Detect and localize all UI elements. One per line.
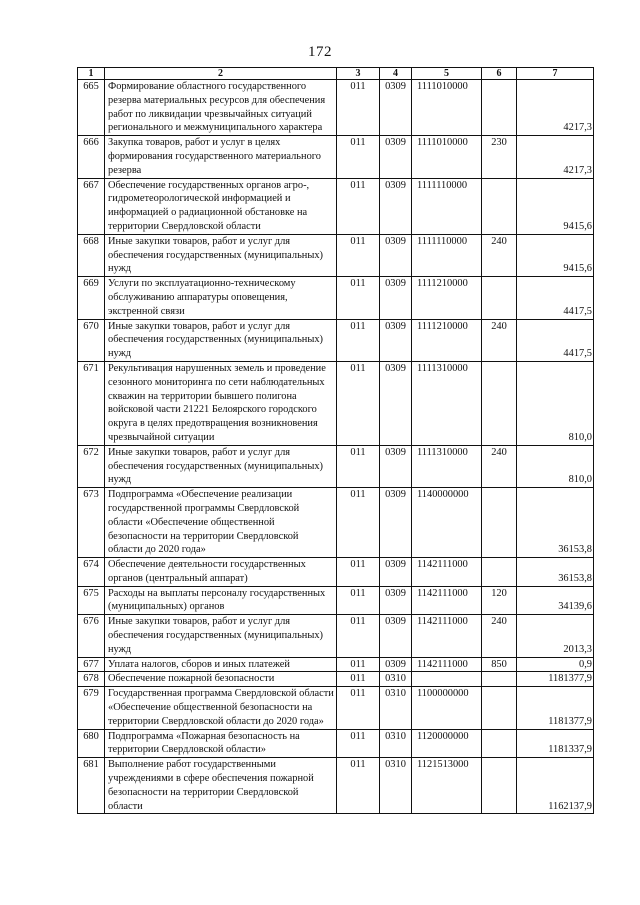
expense-type-code: 240 (482, 319, 517, 361)
amount: 4417,5 (517, 277, 594, 319)
section-code: 0309 (380, 277, 412, 319)
row-number: 678 (78, 672, 105, 687)
row-number: 677 (78, 657, 105, 672)
expense-name: Рекультивация нарушенных земель и проведение сезонного мониторинга по сети наблюдательных скважин на территории бывшего полигона войсковой части 21221 Белоярского городского округа в целях предотвращения возникновения чрезвычайной ситуации (105, 361, 337, 445)
row-number: 667 (78, 178, 105, 234)
row-number: 669 (78, 277, 105, 319)
ministry-code: 011 (337, 445, 380, 487)
expense-type-code: 230 (482, 136, 517, 178)
expense-name: Иные закупки товаров, работ и услуг для обеспечения государственных (муниципальных) нужд (105, 234, 337, 276)
row-number: 672 (78, 445, 105, 487)
amount: 2013,3 (517, 615, 594, 657)
ministry-code: 011 (337, 80, 380, 136)
target-article-code: 1120000000 (412, 729, 482, 758)
section-code: 0309 (380, 234, 412, 276)
table-row (78, 80, 594, 136)
expense-type-code (482, 80, 517, 136)
row-number: 671 (78, 361, 105, 445)
amount: 9415,6 (517, 234, 594, 276)
row-number: 670 (78, 319, 105, 361)
expense-type-code: 240 (482, 615, 517, 657)
table-row (78, 758, 594, 814)
amount: 36153,8 (517, 488, 594, 558)
row-number: 681 (78, 758, 105, 814)
table-row (78, 178, 594, 234)
target-article-code: 1111210000 (412, 277, 482, 319)
expense-name: Обеспечение пожарной безопасности (105, 672, 337, 687)
expense-type-code (482, 758, 517, 814)
header-col-2: 2 (105, 68, 337, 80)
section-code: 0309 (380, 558, 412, 587)
table-row (78, 277, 594, 319)
header-col-7: 7 (517, 68, 594, 80)
target-article-code: 1111110000 (412, 234, 482, 276)
ministry-code: 011 (337, 657, 380, 672)
expense-type-code (482, 729, 517, 758)
expense-type-code (482, 277, 517, 319)
target-article-code: 1121513000 (412, 758, 482, 814)
ministry-code: 011 (337, 558, 380, 587)
target-article-code: 1111210000 (412, 319, 482, 361)
expense-name: Услуги по эксплуатационно-техническому обслуживанию аппаратуры оповещения, экстренной связи (105, 277, 337, 319)
amount: 0,9 (517, 657, 594, 672)
ministry-code: 011 (337, 758, 380, 814)
row-number: 668 (78, 234, 105, 276)
row-number: 679 (78, 687, 105, 729)
target-article-code: 1111010000 (412, 80, 482, 136)
section-code: 0309 (380, 361, 412, 445)
table-row (78, 586, 594, 615)
header-col-4: 4 (380, 68, 412, 80)
ministry-code: 011 (337, 277, 380, 319)
section-code: 0310 (380, 758, 412, 814)
amount: 810,0 (517, 361, 594, 445)
section-code: 0309 (380, 615, 412, 657)
row-number: 680 (78, 729, 105, 758)
expense-type-code (482, 672, 517, 687)
ministry-code: 011 (337, 319, 380, 361)
expense-name: Иные закупки товаров, работ и услуг для обеспечения государственных (муниципальных) нужд (105, 615, 337, 657)
header-col-3: 3 (337, 68, 380, 80)
expense-type-code (482, 488, 517, 558)
ministry-code: 011 (337, 136, 380, 178)
expense-type-code (482, 178, 517, 234)
target-article-code: 1111310000 (412, 445, 482, 487)
expense-type-code (482, 687, 517, 729)
expense-name: Расходы на выплаты персоналу государственных (муниципальных) органов (105, 586, 337, 615)
amount: 4217,3 (517, 136, 594, 178)
section-code: 0310 (380, 729, 412, 758)
row-number: 673 (78, 488, 105, 558)
section-code: 0309 (380, 488, 412, 558)
table-header-row (78, 68, 594, 80)
table-row (78, 558, 594, 587)
target-article-code: 1111010000 (412, 136, 482, 178)
ministry-code: 011 (337, 488, 380, 558)
amount: 810,0 (517, 445, 594, 487)
ministry-code: 011 (337, 234, 380, 276)
expense-name: Подпрограмма «Обеспечение реализации государственной программы Свердловской области «Обеспечение общественной безопасности на территории Свердловской области до 2020 года» (105, 488, 337, 558)
expense-type-code: 240 (482, 445, 517, 487)
budget-table (77, 67, 594, 814)
row-number: 675 (78, 586, 105, 615)
ministry-code: 011 (337, 615, 380, 657)
amount: 1181377,9 (517, 672, 594, 687)
table-row (78, 136, 594, 178)
target-article-code: 1142111000 (412, 586, 482, 615)
table-row (78, 234, 594, 276)
target-article-code: 1100000000 (412, 687, 482, 729)
section-code: 0309 (380, 319, 412, 361)
amount: 4217,3 (517, 80, 594, 136)
table-row (78, 657, 594, 672)
expense-name: Формирование областного государственного резерва материальных ресурсов для обеспечения работ по ликвидации чрезвычайных ситуаций регионального и межмуниципального характера (105, 80, 337, 136)
amount: 1162137,9 (517, 758, 594, 814)
row-number: 676 (78, 615, 105, 657)
section-code: 0310 (380, 687, 412, 729)
ministry-code: 011 (337, 729, 380, 758)
expense-name: Подпрограмма «Пожарная безопасность на территории Свердловской области» (105, 729, 337, 758)
expense-name: Уплата налогов, сборов и иных платежей (105, 657, 337, 672)
amount: 4417,5 (517, 319, 594, 361)
section-code: 0309 (380, 178, 412, 234)
page-number: 172 (308, 44, 332, 60)
target-article-code: 1140000000 (412, 488, 482, 558)
amount: 36153,8 (517, 558, 594, 587)
target-article-code: 1142111000 (412, 615, 482, 657)
target-article-code: 1142111000 (412, 558, 482, 587)
expense-name: Иные закупки товаров, работ и услуг для обеспечения государственных (муниципальных) нужд (105, 319, 337, 361)
row-number: 665 (78, 80, 105, 136)
amount: 9415,6 (517, 178, 594, 234)
amount: 34139,6 (517, 586, 594, 615)
ministry-code: 011 (337, 672, 380, 687)
target-article-code: 1142111000 (412, 657, 482, 672)
section-code: 0309 (380, 445, 412, 487)
section-code: 0309 (380, 136, 412, 178)
table-row (78, 361, 594, 445)
ministry-code: 011 (337, 687, 380, 729)
table-row (78, 615, 594, 657)
section-code: 0309 (380, 80, 412, 136)
ministry-code: 011 (337, 586, 380, 615)
expense-name: Обеспечение деятельности государственных органов (центральный аппарат) (105, 558, 337, 587)
section-code: 0309 (380, 657, 412, 672)
expense-name: Закупка товаров, работ и услуг в целях формирования государственного материального резерва (105, 136, 337, 178)
header-col-5: 5 (412, 68, 482, 80)
expense-name: Государственная программа Свердловской области «Обеспечение общественной безопасности на территории Свердловской области до 2020 года» (105, 687, 337, 729)
section-code: 0309 (380, 586, 412, 615)
ministry-code: 011 (337, 361, 380, 445)
amount: 1181337,9 (517, 729, 594, 758)
header-col-6: 6 (482, 68, 517, 80)
table-row (78, 319, 594, 361)
table-row (78, 488, 594, 558)
amount: 1181377,9 (517, 687, 594, 729)
table-row (78, 729, 594, 758)
target-article-code (412, 672, 482, 687)
expense-type-code: 120 (482, 586, 517, 615)
expense-type-code (482, 558, 517, 587)
table-row (78, 687, 594, 729)
table-row (78, 672, 594, 687)
expense-type-code: 240 (482, 234, 517, 276)
table-row (78, 445, 594, 487)
header-col-1: 1 (78, 68, 105, 80)
expense-name: Обеспечение государственных органов агро-, гидрометеорологической информацией и информацией о радиационной обстановке на территории Свердловской области (105, 178, 337, 234)
target-article-code: 1111310000 (412, 361, 482, 445)
row-number: 666 (78, 136, 105, 178)
expense-type-code: 850 (482, 657, 517, 672)
target-article-code: 1111110000 (412, 178, 482, 234)
ministry-code: 011 (337, 178, 380, 234)
expense-type-code (482, 361, 517, 445)
expense-name: Выполнение работ государственными учреждениями в сфере обеспечения пожарной безопасности на территории Свердловской области (105, 758, 337, 814)
section-code: 0310 (380, 672, 412, 687)
expense-name: Иные закупки товаров, работ и услуг для обеспечения государственных (муниципальных) нужд (105, 445, 337, 487)
row-number: 674 (78, 558, 105, 587)
